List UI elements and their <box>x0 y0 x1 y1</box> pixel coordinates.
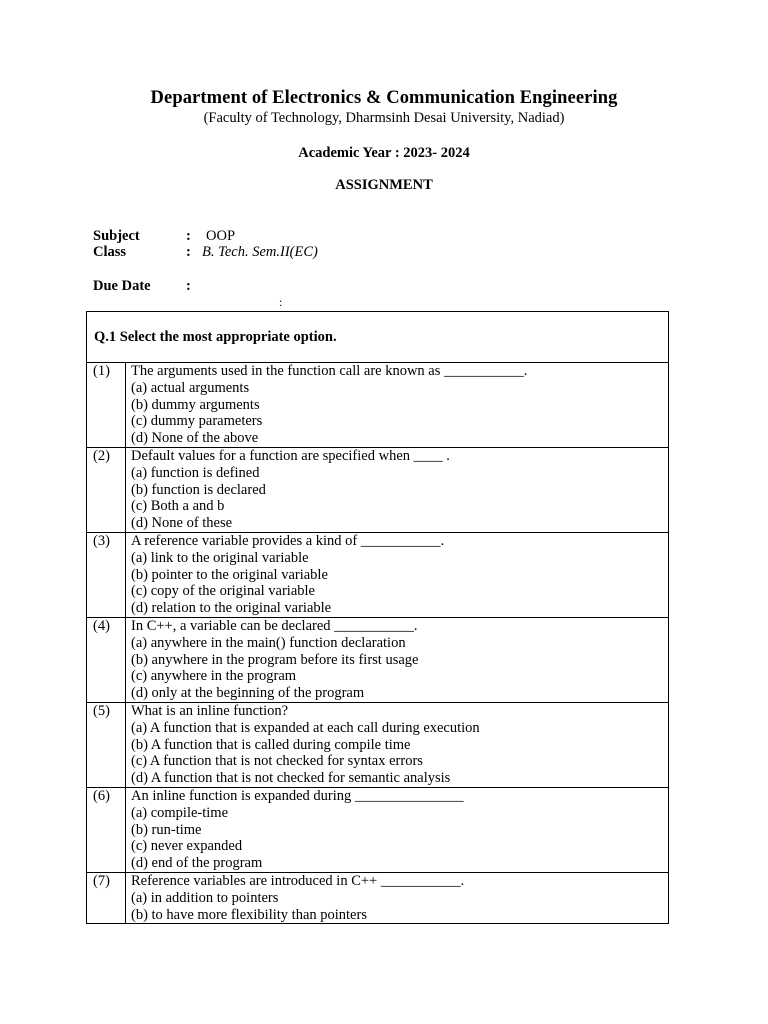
due-date-label: Due Date <box>93 278 151 294</box>
question-number-label: (6) <box>93 787 110 804</box>
answer-option: (d) end of the program <box>131 855 263 872</box>
question-body <box>126 447 669 532</box>
answer-option: (b) run-time <box>131 821 202 838</box>
answer-option: (b) function is declared <box>131 481 266 498</box>
question-number-label: (7) <box>93 872 110 889</box>
question-text: Default values for a function are specified when ____ . <box>131 447 450 464</box>
answer-option: (c) A function that is not checked for syntax errors <box>131 753 423 770</box>
answer-option: (d) A function that is not checked for semantic analysis <box>131 770 451 787</box>
answer-option: (a) link to the original variable <box>131 549 309 566</box>
question-body <box>126 532 669 617</box>
question-body <box>126 702 669 787</box>
stray-colon: : <box>279 295 283 309</box>
question-row <box>87 617 669 702</box>
answer-option: (a) function is defined <box>131 464 260 481</box>
answer-option: (a) A function that is expanded at each call during execution <box>131 719 480 736</box>
due-date-colon: : <box>186 278 191 294</box>
question-text: What is an inline function? <box>131 702 289 719</box>
class-colon: : <box>186 244 191 260</box>
question-number-label: (5) <box>93 702 110 719</box>
answer-option: (c) Both a and b <box>131 498 225 515</box>
answer-option: (c) never expanded <box>131 838 243 855</box>
question-body <box>126 363 669 448</box>
section-header-row <box>87 312 669 363</box>
answer-option: (b) anywhere in the program before its first usage <box>131 651 419 668</box>
question-number-label: (3) <box>93 532 110 549</box>
document-type-heading: ASSIGNMENT <box>335 177 433 193</box>
question-text: In C++, a variable can be declared ___________. <box>131 617 418 634</box>
questions-table <box>86 311 669 924</box>
class-value: B. Tech. Sem.II(EC) <box>202 244 318 260</box>
question-number-label: (1) <box>93 363 110 379</box>
faculty-subtitle: (Faculty of Technology, Dharmsinh Desai University, Nadiad) <box>203 110 565 126</box>
answer-option: (c) dummy parameters <box>131 413 263 430</box>
subject-value: OOP <box>206 228 236 244</box>
answer-option: (c) copy of the original variable <box>131 583 315 600</box>
class-label: Class <box>93 244 127 260</box>
question-number <box>87 363 126 448</box>
question-body <box>126 787 669 872</box>
question-body <box>126 872 669 923</box>
question-number <box>87 532 126 617</box>
question-row <box>87 702 669 787</box>
question-row <box>87 787 669 872</box>
question-text: Reference variables are introduced in C++ ___________. <box>131 872 465 889</box>
question-row <box>87 363 669 448</box>
question-number <box>87 702 126 787</box>
answer-option: (d) only at the beginning of the program <box>131 685 365 702</box>
question-row <box>87 872 669 923</box>
department-title: Department of Electronics & Communication Engineering <box>150 88 618 108</box>
question-row <box>87 532 669 617</box>
section-title: Q.1 Select the most appropriate option. <box>87 312 669 363</box>
subject-colon: : <box>186 228 191 244</box>
question-text: A reference variable provides a kind of ___________. <box>131 532 445 549</box>
answer-option: (a) in addition to pointers <box>131 889 279 906</box>
answer-option: (a) actual arguments <box>131 379 250 396</box>
question-text: The arguments used in the function call are known as ___________. <box>131 363 528 379</box>
subject-label: Subject <box>93 228 140 244</box>
question-number-label: (4) <box>93 617 110 634</box>
answer-option: (c) anywhere in the program <box>131 668 297 685</box>
answer-option: (d) relation to the original variable <box>131 600 332 617</box>
answer-option: (a) anywhere in the main() function declaration <box>131 634 406 651</box>
answer-option: (a) compile-time <box>131 804 229 821</box>
answer-option: (d) None of these <box>131 515 233 532</box>
question-text: An inline function is expanded during _______________ <box>131 787 464 804</box>
question-body <box>126 617 669 702</box>
answer-option: (b) pointer to the original variable <box>131 566 328 583</box>
answer-option: (b) dummy arguments <box>131 396 260 413</box>
question-number <box>87 447 126 532</box>
question-number <box>87 617 126 702</box>
answer-option: (d) None of the above <box>131 430 259 447</box>
question-number <box>87 787 126 872</box>
question-number <box>87 872 126 923</box>
question-row <box>87 447 669 532</box>
answer-option: (b) to have more flexibility than pointers <box>131 906 367 923</box>
answer-option: (b) A function that is called during compile time <box>131 736 411 753</box>
academic-year: Academic Year : 2023- 2024 <box>298 145 470 161</box>
question-number-label: (2) <box>93 447 110 464</box>
